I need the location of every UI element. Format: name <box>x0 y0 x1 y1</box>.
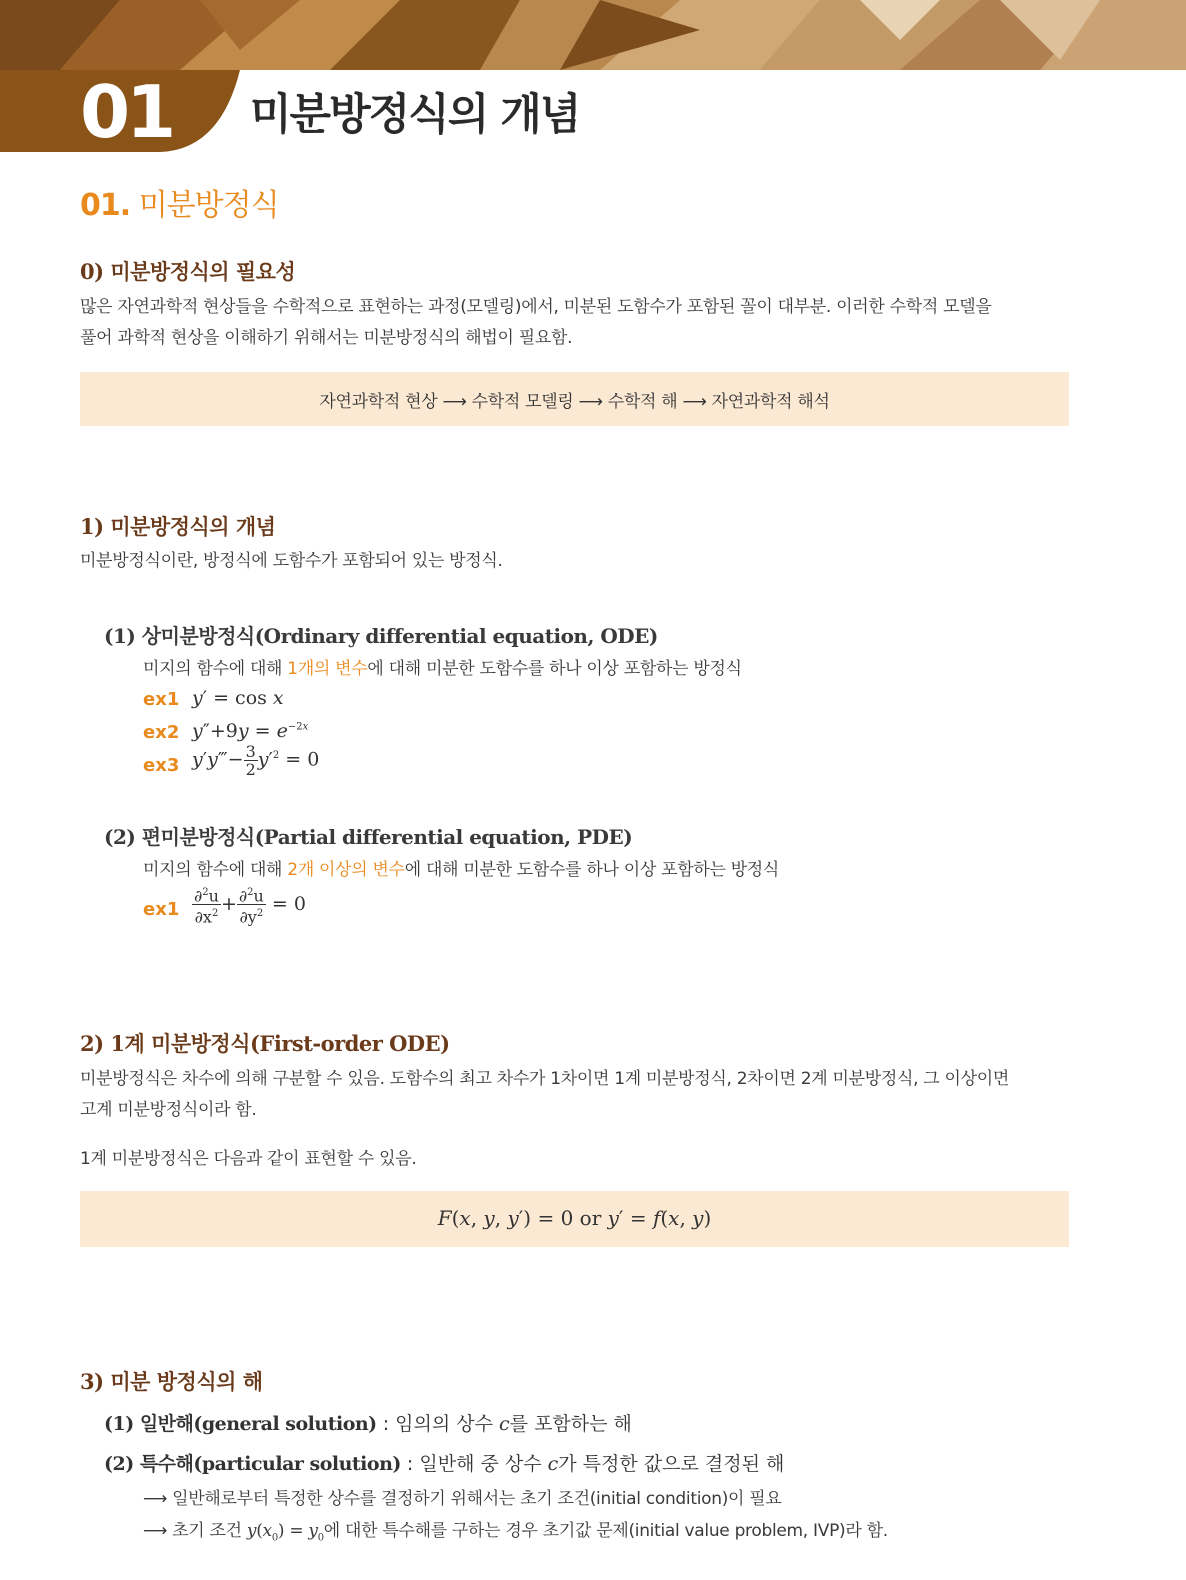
header-background <box>0 0 1186 155</box>
ode-ex3-label: ex3 <box>143 755 180 776</box>
particular-solution-desc-post: 가 특정한 값으로 결정된 해 <box>558 1453 785 1475</box>
pde-ex1-label: ex1 <box>143 899 180 920</box>
modeling-flow-box <box>80 372 1069 426</box>
chapter-header <box>0 0 1186 155</box>
ode-ex2-label: ex2 <box>143 722 180 743</box>
general-solution: (1) 일반해(general solution) : 임의의 상수 c를 포함하는 해 <box>104 1413 632 1435</box>
pde-desc <box>143 855 779 880</box>
initial-condition-equation: $y(x_0) = y_0$ <box>246 1521 324 1544</box>
general-solution-desc-pre: : 임의의 상수 <box>376 1413 500 1435</box>
heading-concept: 1) 미분방정식의 개념 <box>80 514 276 539</box>
particular-solution-label: (2) 특수해(particular solution) <box>104 1453 401 1475</box>
flow-step: 자연과학적 현상 <box>319 392 438 412</box>
heading-necessity: 0) 미분방정식의 필요성 <box>80 259 296 284</box>
pde-desc-pre: 미지의 함수에 대해 <box>143 860 288 880</box>
ode-ex2-equation: $y''+9y = e^{-2x}$ <box>192 720 309 742</box>
modeling-flow <box>80 387 1069 412</box>
first-order-line-2: 고계 미분방정식이라 함. <box>80 1100 257 1120</box>
first-order-form-equation: F(x, y, y′) = 0 or y′ = f(x, y) <box>437 1206 712 1230</box>
chapter-title: 미분방정식의 개념 <box>250 90 580 140</box>
heading-pde: (2) 편미분방정식(Partial differential equation, PDE) <box>104 825 633 849</box>
heading-ode: (1) 상미분방정식(Ordinary differential equation, ODE) <box>104 624 658 648</box>
necessity-line-2: 풀어 과학적 현상을 이해하기 위해서는 미분방정식의 해법이 필요함. <box>80 328 573 348</box>
ode-ex1-label: ex1 <box>143 689 180 710</box>
necessity-line-1: 많은 자연과학적 현상들을 수학적으로 표현하는 과정(모델링)에서, 미분된 도함수가 포함된 꼴이 대부분. 이러한 수학적 모델을 <box>80 297 992 317</box>
flow-step: 수학적 해 <box>607 392 678 412</box>
section-title-text: 미분방정식 <box>138 188 279 223</box>
flow-step: 자연과학적 해석 <box>711 392 830 412</box>
heading-solution: 3) 미분 방정식의 해 <box>80 1369 263 1394</box>
general-solution-desc-post: 를 포함하는 해 <box>509 1413 632 1435</box>
heading-first-order: 2) 1계 미분방정식(First-order ODE) <box>80 1031 450 1056</box>
ode-desc <box>143 654 742 679</box>
concept-desc: 미분방정식이란, 방정식에 도함수가 포함되어 있는 방정식. <box>80 551 503 571</box>
pde-desc-highlight: 2개 이상의 변수 <box>287 860 405 880</box>
arrow-icon: ⟶ <box>682 392 707 412</box>
first-order-line-1: 미분방정식은 차수에 의해 구분할 수 있음. 도함수의 최고 차수가 1차이면 1계 미분방정식, 2차이면 2계 미분방정식, 그 이상이면 <box>80 1069 1010 1089</box>
chapter-number: 01 <box>80 70 173 154</box>
arrow-icon: ⟶ <box>578 392 603 412</box>
solution-note-2-post: 에 대한 특수해를 구하는 경우 초기값 문제(initial value problem, IVP)라 함. <box>323 1521 888 1541</box>
solution-note-1: ⟶ 일반해로부터 특정한 상수를 결정하기 위해서는 초기 조건(initial condition)이 필요 <box>143 1489 782 1509</box>
flow-step: 수학적 모델링 <box>471 392 574 412</box>
solution-note-2 <box>143 1516 888 1543</box>
particular-solution-desc-pre: : 일반해 중 상수 <box>400 1453 548 1475</box>
ode-desc-highlight: 1개의 변수 <box>287 659 368 679</box>
arrow-icon: ⟶ <box>442 392 467 412</box>
first-order-line-3: 1계 미분방정식은 다음과 같이 표현할 수 있음. <box>80 1149 417 1169</box>
particular-solution: (2) 특수해(particular solution) : 일반해 중 상수 c가 특정한 값으로 결정된 해 <box>104 1453 785 1475</box>
ode-desc-post: 에 대해 미분한 도함수를 하나 이상 포함하는 방정식 <box>367 659 742 679</box>
pde-ex1-equation: $\frac{\partial^2u}{\partial x^2}$ + $\frac{\partial^2u}{\partial y^2}$ = 0 <box>192 884 306 926</box>
ode-ex1-equation: y′ = cos x <box>192 687 284 709</box>
solution-note-2-pre: ⟶ 초기 조건 <box>143 1521 247 1541</box>
section-title <box>80 180 279 224</box>
section-number: 01. <box>80 188 131 223</box>
first-order-form-box <box>80 1191 1069 1247</box>
ode-desc-pre: 미지의 함수에 대해 <box>143 659 288 679</box>
general-solution-label: (1) 일반해(general solution) <box>104 1413 377 1435</box>
ode-ex3-equation: y′y‴− $\frac{3}{2}$ $y'^2 = 0$ <box>192 742 320 779</box>
pde-desc-post: 에 대해 미분한 도함수를 하나 이상 포함하는 방정식 <box>404 860 780 880</box>
